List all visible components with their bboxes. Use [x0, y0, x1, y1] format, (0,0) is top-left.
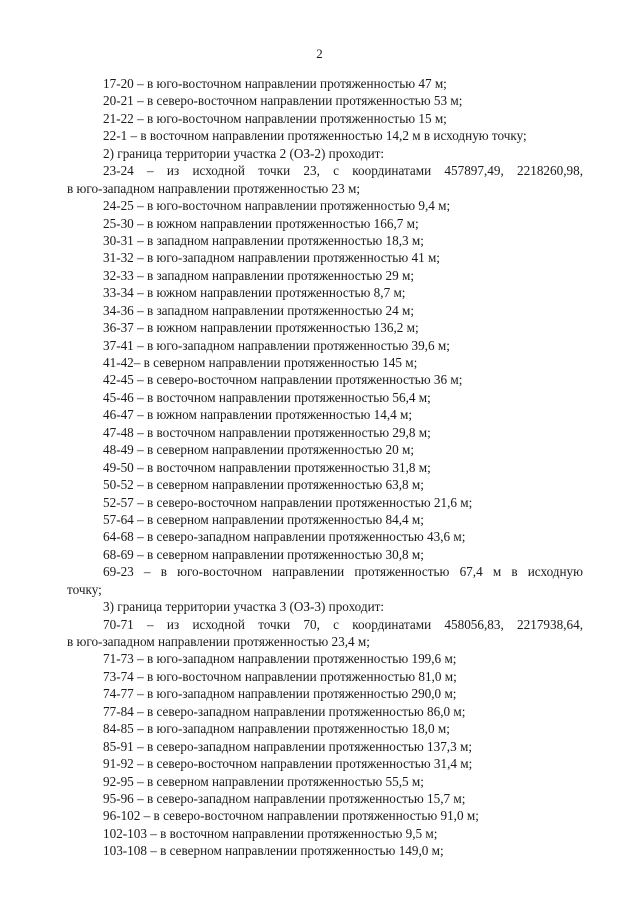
text-line: 32-33 – в западном направлении протяженностью 29 м;: [103, 267, 415, 283]
text-line: 91-92 – в северо-восточном направлении протяженностью 31,4 м;: [103, 756, 473, 772]
text-line: 48-49 – в северном направлении протяженностью 20 м;: [103, 442, 415, 458]
text-line: 21-22 – в юго-восточном направлении протяженностью 15 м;: [103, 110, 447, 126]
text-line: 73-74 – в юго-восточном направлении протяженностью 81,0 м;: [103, 668, 457, 684]
text-line: 85-91 – в северо-западном направлении протяженностью 137,3 м;: [103, 738, 472, 754]
text-line: 50-52 – в северном направлении протяженностью 63,8 м;: [103, 477, 424, 493]
text-line: 45-46 – в восточном направлении протяженностью 56,4 м;: [103, 389, 431, 405]
text-line: 22-1 – в восточном направлении протяженностью 14,2 м в исходную точку;: [103, 128, 527, 144]
text-line: 41-42– в северном направлении протяженностью 145 м;: [103, 355, 418, 370]
text-line: в юго-западном направлении протяженностью 23 м;: [67, 180, 361, 196]
text-line: 68-69 – в северном направлении протяженностью 30,8 м;: [103, 546, 424, 562]
text-line: 52-57 – в северо-восточном направлении протяженностью 21,6 м;: [103, 494, 473, 510]
text-line: 69-23 – в юго-восточном направлении протяженностью 67,4 м в исходную: [103, 564, 583, 580]
text-line: 49-50 – в восточном направлении протяженностью 31,8 м;: [103, 459, 431, 475]
text-line: 57-64 – в северном направлении протяженностью 84,4 м;: [103, 511, 424, 527]
text-line: 34-36 – в западном направлении протяженностью 24 м;: [103, 302, 415, 318]
text-line: 74-77 – в юго-западном направлении протяженностью 290,0 м;: [103, 686, 457, 702]
text-line: 42-45 – в северо-восточном направлении протяженностью 36 м;: [103, 372, 463, 388]
text-line: в юго-западном направлении протяженностью 23,4 м;: [67, 634, 370, 649]
text-line: 77-84 – в северо-западном направлении протяженностью 86,0 м;: [103, 703, 466, 719]
text-line: 30-31 – в западном направлении протяженностью 18,3 м;: [103, 232, 424, 248]
text-line: 84-85 – в юго-западном направлении протяженностью 18,0 м;: [103, 721, 450, 737]
text-line: точку;: [67, 581, 102, 597]
text-line: 31-32 – в юго-западном направлении протяженностью 41 м;: [103, 250, 440, 266]
text-line: 2) граница территории участка 2 (ОЗ-2) проходит:: [103, 145, 385, 161]
text-line: 36-37 – в южном направлении протяженностью 136,2 м;: [103, 320, 419, 336]
text-line: 25-30 – в южном направлении протяженностью 166,7 м;: [103, 215, 419, 231]
text-line: 47-48 – в восточном направлении протяженностью 29,8 м;: [103, 424, 431, 440]
text-line: 17-20 – в юго-восточном направлении протяженностью 47 м;: [103, 76, 447, 91]
text-line: 70-71 – из исходной точки 70, с координатами 458056,83, 2217938,64,: [103, 616, 583, 632]
text-line: 3) граница территории участка 3 (ОЗ-3) проходит:: [103, 599, 385, 615]
text-line: 37-41 – в юго-западном направлении протяженностью 39,6 м;: [103, 337, 450, 353]
text-line: 23-24 – из исходной точки 23, с координатами 457897,49, 2218260,98,: [103, 163, 583, 179]
text-line: 103-108 – в северном направлении протяженностью 149,0 м;: [103, 843, 444, 859]
text-line: 96-102 – в северо-восточном направлении протяженностью 91,0 м;: [103, 808, 479, 824]
text-line: 33-34 – в южном направлении протяженностью 8,7 м;: [103, 285, 406, 301]
text-line: 24-25 – в юго-восточном направлении протяженностью 9,4 м;: [103, 198, 451, 214]
text-line: 64-68 – в северо-западном направлении протяженностью 43,6 м;: [103, 529, 466, 545]
text-line: 71-73 – в юго-западном направлении протяженностью 199,6 м;: [103, 651, 457, 667]
text-line: 102-103 – в восточном направлении протяженностью 9,5 м;: [103, 825, 438, 841]
text-line: 92-95 – в северном направлении протяженностью 55,5 м;: [103, 773, 424, 789]
document-body: [67, 75, 583, 860]
text-line: 46-47 – в южном направлении протяженностью 14,4 м;: [103, 407, 413, 423]
page-number: 2: [316, 46, 323, 61]
text-line: 95-96 – в северо-западном направлении протяженностью 15,7 м;: [103, 790, 466, 806]
text-line: 20-21 – в северо-восточном направлении протяженностью 53 м;: [103, 93, 463, 109]
